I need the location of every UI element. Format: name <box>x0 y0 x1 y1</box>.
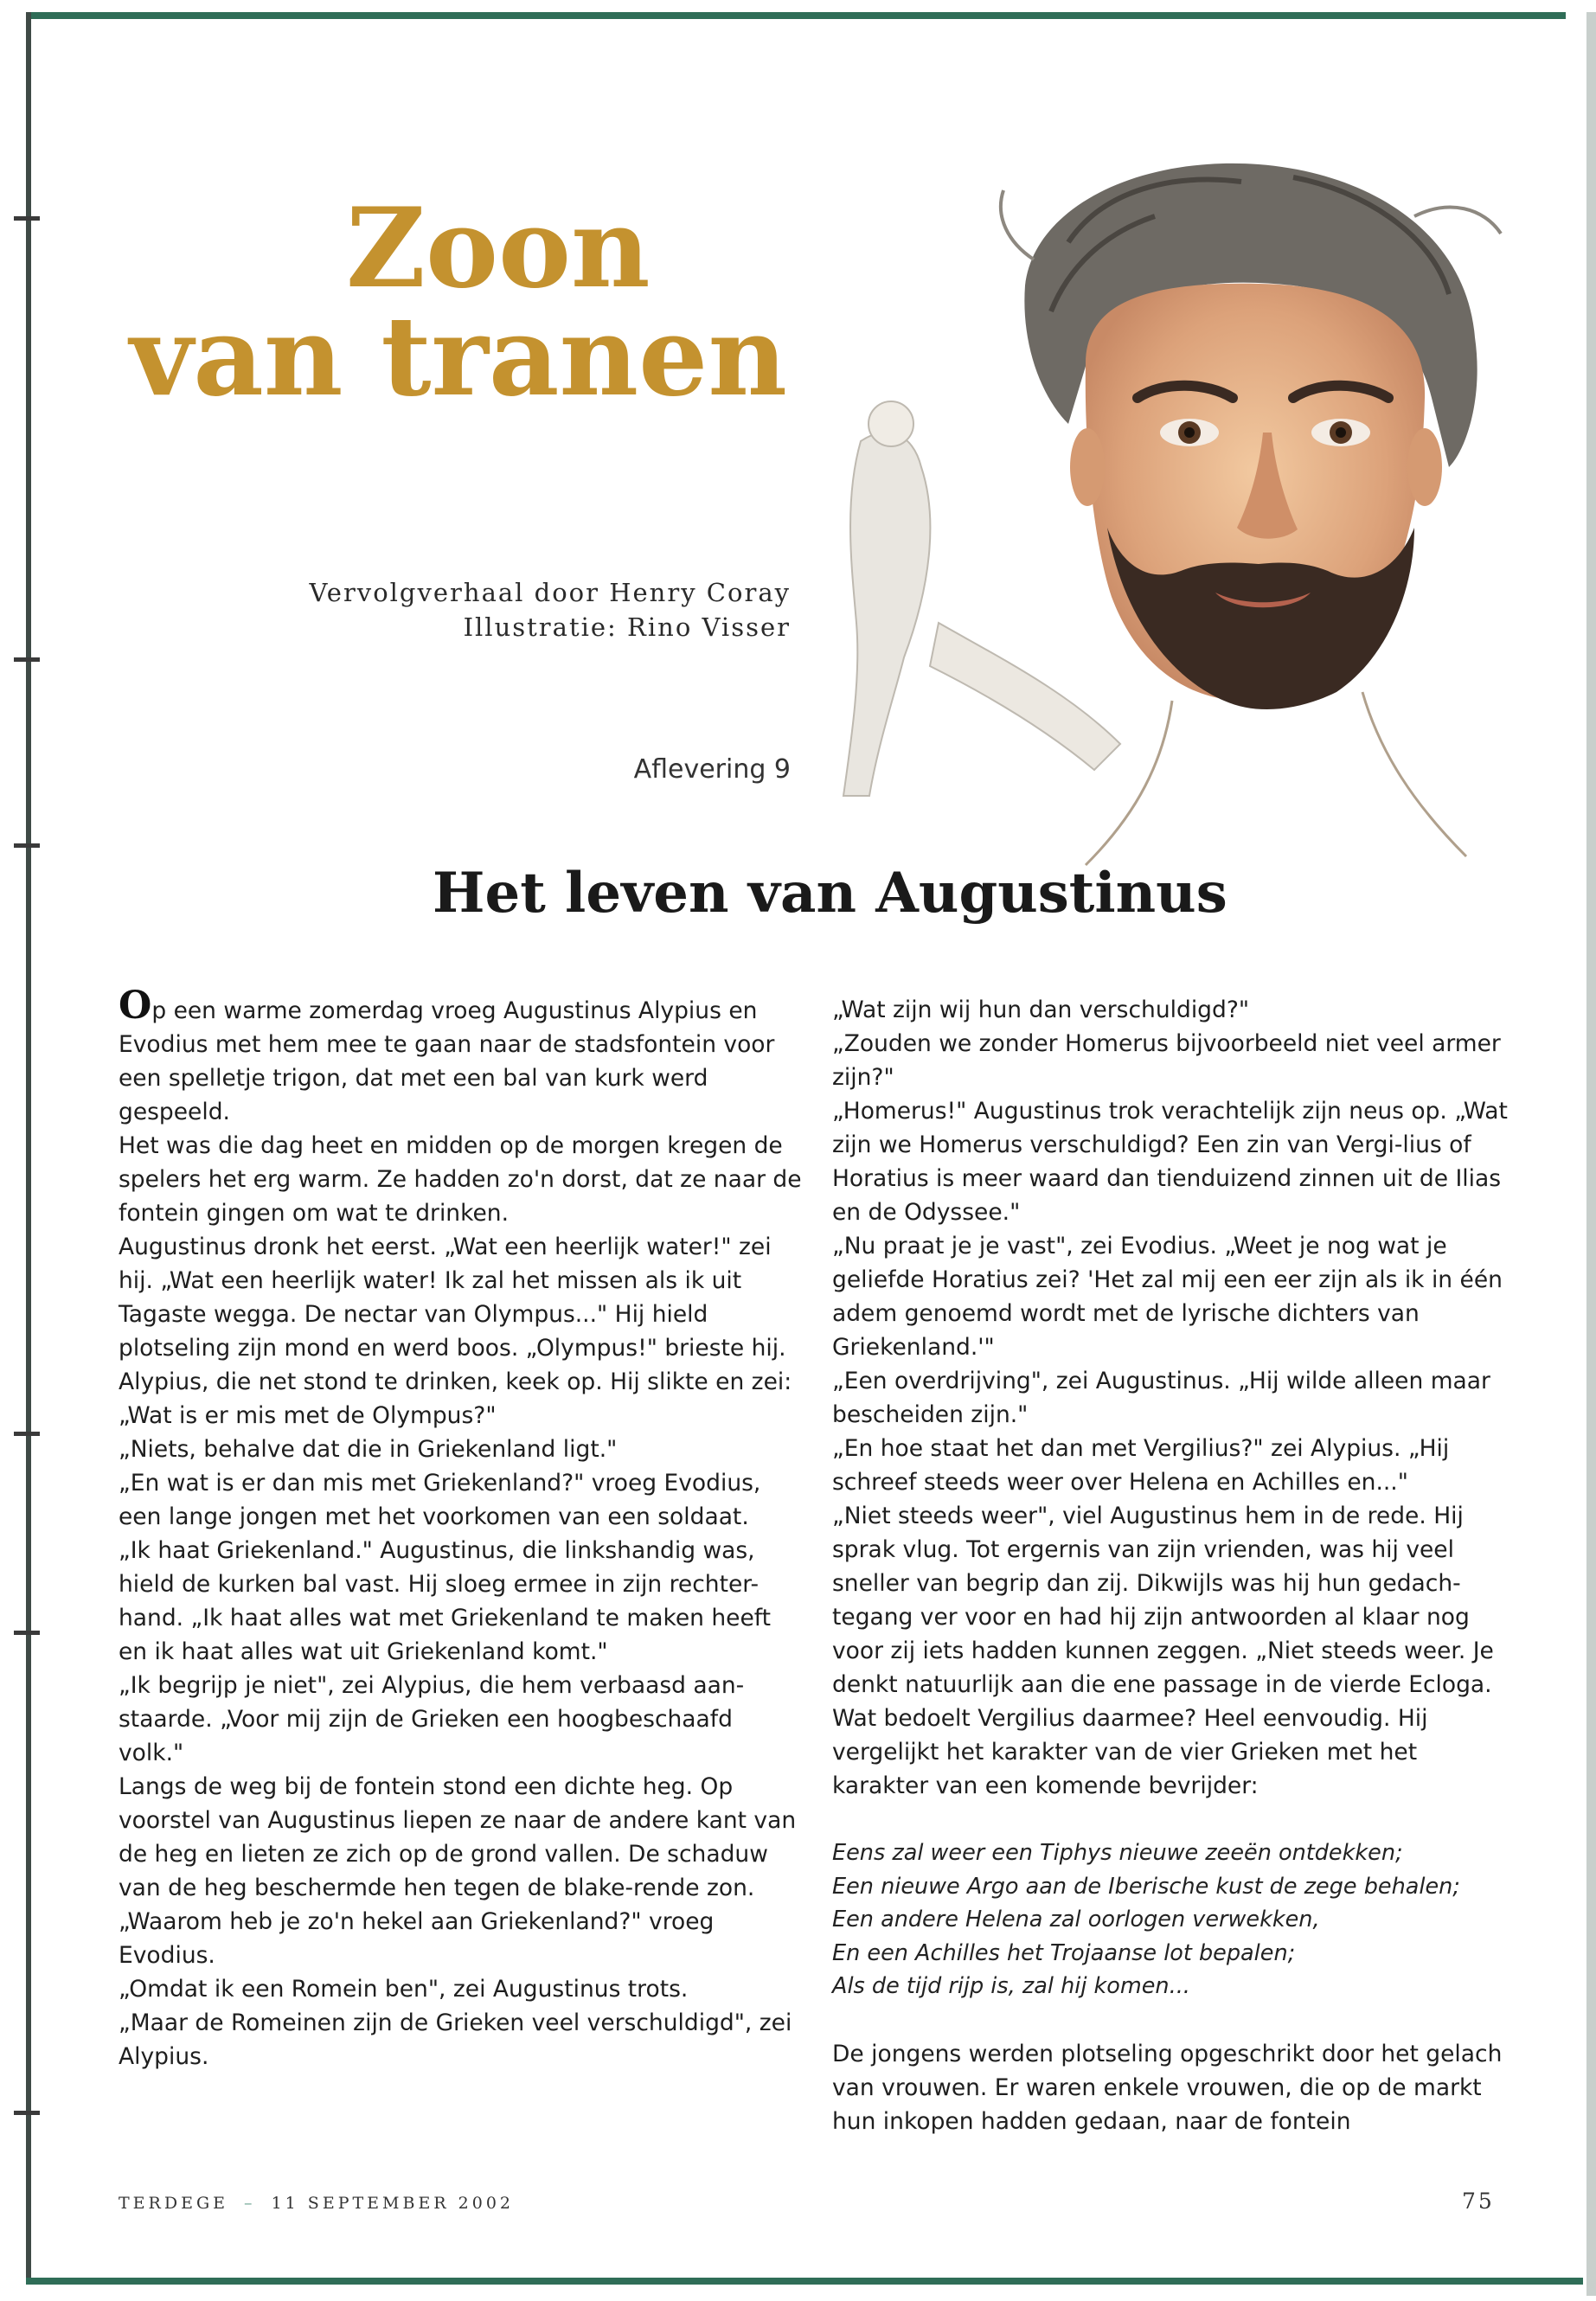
spine-edge <box>26 12 31 2279</box>
paragraph: „Omdat ik een Romein ben", zei Augustinus trots. <box>119 1976 689 2003</box>
bottom-rule <box>26 2278 1583 2285</box>
page-number: 75 <box>1462 2189 1495 2214</box>
right-edge <box>1586 12 1596 2296</box>
paragraph: „Nu praat je je vast", zei Evodius. „Weet je nog wat je geliefde Horatius zei? 'Het zal mij een eer zijn als ik in één adem genoemd wordt met de lyrische dichters van Griekenland.'" <box>832 1233 1503 1361</box>
article-subtitle: Het leven van Augustinus <box>433 861 1227 926</box>
right-column <box>832 993 1516 2138</box>
margin-tick <box>14 2111 40 2115</box>
title-line-2: van tranen <box>130 292 787 420</box>
poem <box>832 1836 1516 2003</box>
paragraph: Augustinus dronk het eerst. „Wat een heerlijk water!" zei hij. „Wat een heerlijk water! Ik zal het missen als ik uit Tagaste wegga. De nectar van Olympus..." Hij hield plotseling zijn mond en werd boos. „Olympus!" brieste hij. <box>119 1234 786 1362</box>
paragraph: „Homerus!" Augustinus trok verachtelijk zijn neus op. „Wat zijn we Homerus verschuldigd? Een zin van Vergi-lius of Horatius is meer waard dan tienduizend zinnen uit de Ilias en de Odyssee." <box>832 1098 1508 1226</box>
title-line-1: Zoon <box>346 184 651 312</box>
ear <box>1070 428 1105 506</box>
poem-line: Als de tijd rijp is, zal hij komen... <box>832 1973 1190 1999</box>
poem-line: Eens zal weer een Tiphys nieuwe zeeën ontdekken; <box>832 1840 1403 1866</box>
paragraph: „Niet steeds weer", viel Augustinus hem in de rede. Hij sprak vlug. Tot ergernis van zijn vrienden, was hij veel sneller van begrip dan zij. Dikwijls was hij hun gedach-tegang ver voor en had hij zijn antwoorden al klaar nog voor zij iets hadden kunnen zeggen. „Niet steeds weer. Je denkt natuurlijk aan die ene passage in de vierde Ecloga. Wat bedoelt Vergilius daarmee? Heel eenvoudig. Hij vergelijkt het karakter van de vier Grieken met het karakter van een komende bevrijder: <box>832 1503 1494 1799</box>
first-paragraph-text: p een warme zomerdag vroeg Augustinus Alypius en Evodius met hem mee te gaan naar de stadsfontein voor een spelletje trigon, dat met een bal van kurk werd gespeeld. <box>119 997 775 1125</box>
byline-illustrator: Illustratie: Rino Visser <box>463 612 791 642</box>
poem-line: Een nieuwe Argo aan de Iberische kust de zege behalen; <box>832 1873 1460 1900</box>
byline-author: Vervolgverhaal door Henry Coray <box>309 578 791 607</box>
paragraph: „Niets, behalve dat die in Griekenland ligt." <box>119 1436 618 1463</box>
left-column <box>119 984 802 2073</box>
paragraph: „Ik haat Griekenland." Augustinus, die linkshandig was, hield de kurken bal vast. Hij sloeg ermee in zijn rechter-hand. „Ik haat alles wat met Griekenland te maken heeft en ik haat alles wat uit Griekenland komt." <box>119 1537 772 1665</box>
paragraph: Langs de weg bij de fontein stond een dichte heg. Op voorstel van Augustinus liepen ze naar de andere kant van de heg en lieten ze zich op de grond vallen. De schaduw van de heg beschermde hen tegen de blake-rende zon. <box>119 1773 797 1901</box>
spacer <box>832 2003 1516 2037</box>
paragraph: „En hoe staat het dan met Vergilius?" zei Alypius. „Hij schreef steeds weer over Helena en Achilles en..." <box>832 1435 1450 1496</box>
article-title <box>130 184 908 420</box>
ear <box>1407 428 1442 506</box>
closing-paragraph: De jongens werden plotseling opgeschrikt door het gelach van vrouwen. Er waren enkele vrouwen, die op de markt hun inkopen hadden gedaan, naar de fontein <box>832 2040 1503 2135</box>
footer-separator: – <box>244 2194 256 2213</box>
dropcap: O <box>119 984 152 1028</box>
byline <box>260 575 791 644</box>
top-rule <box>26 12 1566 19</box>
spacer <box>832 1803 1516 1836</box>
paragraph: „Wat zijn wij hun dan verschuldigd?" <box>832 997 1250 1023</box>
margin-tick <box>14 843 40 848</box>
poem-line: Een andere Helena zal oorlogen verwekken, <box>832 1907 1320 1932</box>
footer-magazine: TERDEGE <box>119 2194 228 2213</box>
margin-tick <box>14 1432 40 1436</box>
paragraph: „Maar de Romeinen zijn de Grieken veel verschuldigd", zei Alypius. <box>119 2009 792 2070</box>
paragraph: „Waarom heb je zo'n hekel aan Griekenland?" vroeg Evodius. <box>119 1908 715 1969</box>
paragraph: „Zouden we zonder Homerus bijvoorbeeld niet veel armer zijn?" <box>832 1030 1501 1091</box>
paragraph: Alypius, die net stond te drinken, keek op. Hij slikte en zei: „Wat is er mis met de Olympus?" <box>119 1368 792 1429</box>
margin-tick <box>14 657 40 662</box>
paragraph: „Ik begrijp je niet", zei Alypius, die hem verbaasd aan-staarde. „Voor mij zijn de Grieken een hoogbeschaafd volk." <box>119 1672 745 1766</box>
portrait-illustration <box>809 138 1579 882</box>
first-paragraph <box>119 984 802 1129</box>
episode-label: Aflevering 9 <box>633 754 791 785</box>
margin-tick <box>14 1631 40 1635</box>
footer-magazine-date <box>119 2194 514 2213</box>
paragraph: „En wat is er dan mis met Griekenland?" vroeg Evodius, een lange jongen met het voorkomen van een soldaat. <box>119 1470 761 1530</box>
poem-line: En een Achilles het Trojaanse lot bepalen; <box>832 1939 1296 1966</box>
footer-date: 11 SEPTEMBER 2002 <box>271 2194 515 2213</box>
paragraph: Het was die dag heet en midden op de morgen kregen de spelers het erg warm. Ze hadden zo'n dorst, dat ze naar de fontein gingen om wat te drinken. <box>119 1132 802 1227</box>
margin-tick <box>14 216 40 221</box>
paragraph: „Een overdrijving", zei Augustinus. „Hij wilde alleen maar bescheiden zijn." <box>832 1368 1490 1428</box>
